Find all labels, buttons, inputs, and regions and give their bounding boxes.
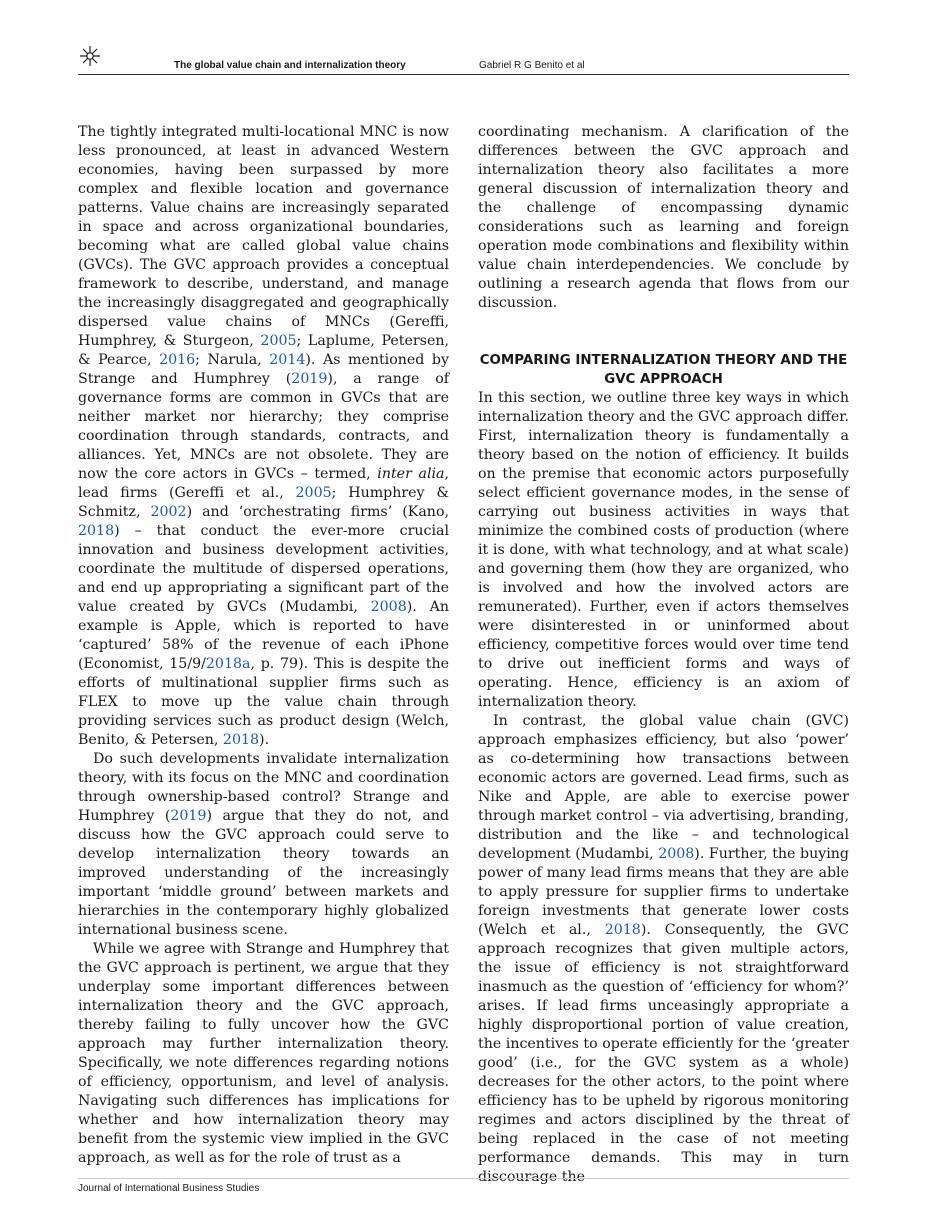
citation-link[interactable]: 2014 bbox=[269, 352, 306, 368]
citation-link[interactable]: 2018 bbox=[604, 922, 641, 938]
citation-link[interactable]: 2008 bbox=[370, 599, 407, 615]
paragraph: While we agree with Strange and Humphrey that the GVC approach is pertinent, we argue that they underplay some important differences between internalization theory and the GVC approach, thereby failing to fully uncover how the GVC approach may further internalization theory. Specifically, we note differences regarding notions of efficiency, opportunism, and level of analysis. Navigating such differences has implications for whether and how internalization theory may benefit from the systemic view implied in the GVC approach, as well as for the role of trust as a bbox=[78, 941, 449, 1166]
footer-rule bbox=[78, 1178, 849, 1179]
citation-link[interactable]: 2005 bbox=[260, 333, 297, 349]
header-rule bbox=[78, 74, 849, 75]
citation-link[interactable]: 2005 bbox=[295, 485, 332, 501]
citation-link[interactable]: 2019 bbox=[291, 371, 328, 387]
citation-link[interactable]: 2016 bbox=[159, 352, 196, 368]
running-header-authors: Gabriel R G Benito et al bbox=[479, 60, 585, 71]
paragraph: coordinating mechanism. A clarification of the differences between the GVC approach and internalization theory also facilitates a more general discussion of internalization theory and the challenge of encompassing dynamic considerations such as learning and foreign operation mode combinations and flexibility within value chain interdependencies. We conclude by outlining a research agenda that flows from our discussion. bbox=[478, 124, 849, 311]
footer-journal: Journal of International Business Studies bbox=[78, 1183, 260, 1194]
citation-link[interactable]: 2018a bbox=[205, 656, 251, 672]
section-heading: COMPARING INTERNALIZATION THEORY AND THE GVC APPROACH bbox=[479, 353, 848, 387]
right-column bbox=[478, 123, 849, 1187]
paragraph: In contrast, the global value chain (GVC) approach emphasizes efficiency, but also ‘power’ as co-determining how transactions between economic actors are governed. Lead firms, such as Nike and Apple, are able to exercise power through market control – via advertising, branding, distribution and the like – and technological development (Mudambi, 2008). Further, the buying power of many lead firms means that they are able to apply pressure for supplier firms to undertake foreign investments that generate lower costs (Welch et al., 2018). Consequently, the GVC approach recognizes that given multiple actors, the issue of efficiency is not straightforward inasmuch as the question of ‘efficiency for whom?’ arises. If lead firms unceasingly appropriate a highly disproportional portion of value creation, the incentives to operate efficiently for the ‘greater good’ (i.e., for the GVC system as a whole) decreases for the other actors, to the point where efficiency has to be upheld by rigorous monitoring regimes and actors disciplined by the threat of being replaced in the case of not meeting performance demands. This may in turn discourage the bbox=[478, 713, 849, 1185]
left-column bbox=[78, 123, 449, 1168]
citation-link[interactable]: 2002 bbox=[150, 504, 187, 520]
running-header-title: The global value chain and internalization theory bbox=[174, 60, 406, 71]
citation-link[interactable]: 2018 bbox=[78, 523, 115, 539]
paragraph: The tightly integrated multi-locational MNC is now less pronounced, at least in advanced Western economies, having been surpassed by more complex and flexible location and governance patterns. Value chains are increasingly separated in space and across organizational boundaries, becoming what are called global value chains (GVCs). The GVC approach provides a conceptual framework to describe, understand, and manage the increasingly disaggregated and geographically dispersed value chains of MNCs (Gereffi, Humphrey, & Sturgeon, 2005; Laplume, Petersen, & Pearce, 2016; Narula, 2014). As mentioned by Strange and Humphrey (2019), a range of governance forms are common in GVCs that are neither market nor hierarchy; they comprise coordination through standards, contracts, and alliances. Yet, MNCs are not obsolete. They are now the core actors in GVCs – termed, inter alia, lead firms (Gereffi et al., 2005; Humphrey & Schmitz, 2002) and ‘orchestrating firms’ (Kano, 2018) – that conduct the ever-more crucial innovation and business development activities, coordinate the multitude of dispersed operations, and end up appropriating a significant part of the value created by GVCs (Mudambi, 2008). An example is Apple, which is reported to have ‘captured’ 58% of the revenue of each iPhone (Economist, 15/9/2018a, p. 79). This is despite the efforts of multinational supplier firms such as FLEX to move up the value chain through providing services such as product design (Welch, Benito, & Petersen, 2018). bbox=[78, 124, 449, 748]
citation-link[interactable]: 2019 bbox=[170, 808, 207, 824]
publisher-logo-icon bbox=[79, 45, 101, 67]
paragraph: In this section, we outline three key ways in which internalization theory and the GVC approach differ. First, internalization theory is fundamentally a theory based on the notion of efficiency. It builds on the premise that economic actors purposefully select efficient governance modes, in the sense of carrying out business activities in ways that minimize the combined costs of production (where it is done, with what technology, and at what scale) and governing them (how they are organized, who is involved and how the involved actors are remunerated). Further, even if actors themselves were disinterested in or uninformed about efficiency, competitive forces would over time tend to drive out inefficient forms and ways of operating. Hence, efficiency is an axiom of internalization theory. bbox=[478, 390, 849, 710]
paragraph: Do such developments invalidate internalization theory, with its focus on the MNC and coordination through ownership-based control? Strange and Humphrey (2019) argue that they do not, and discuss how the GVC approach could serve to develop internalization theory towards an improved understanding of the increasingly important ‘middle ground’ between markets and hierarchies in the contemporary highly globalized international business scene. bbox=[78, 751, 450, 938]
citation-link[interactable]: 2008 bbox=[658, 846, 695, 862]
citation-link[interactable]: 2018 bbox=[222, 732, 260, 748]
